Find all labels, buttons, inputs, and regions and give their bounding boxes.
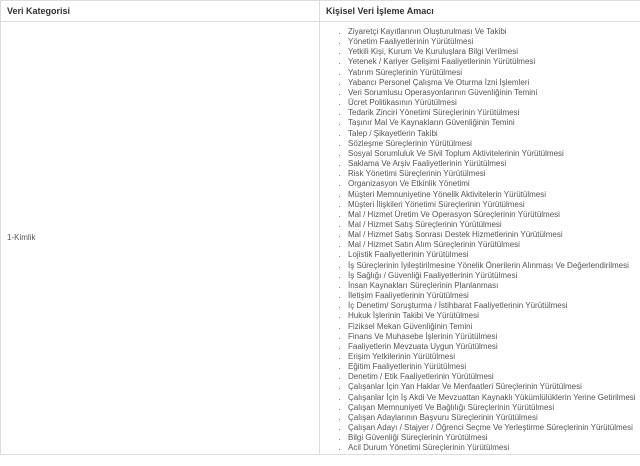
list-item: • Faaliyetlerin Mevzuata Uygun Yürütülmesi [348,342,636,352]
list-item: • İş Sağlığı / Güvenliği Faaliyetlerinin Yürütülmesi [348,271,636,281]
list-item: • Saklama Ve Arşiv Faaliyetlerinin Yürütülmesi [348,159,636,169]
list-item: • Çalışan Adayı / Stajyer / Öğrenci Seçme Ve Yerleştirme Süreçlerinin Yürütülmesi [348,423,636,433]
list-item: • Sözleşme Süreçlerinin Yürütülmesi [348,139,636,149]
list-item: • Sosyal Sorumluluk Ve Sivil Toplum Aktivitelerinin Yürütülmesi [348,149,636,159]
list-item: • Veri Sorumlusu Operasyonlarının Güvenliğinin Temini [348,88,636,98]
list-item: • Yatırım Süreçlerinin Yürütülmesi [348,68,636,78]
list-item: • Risk Yönetimi Süreçlerinin Yürütülmesi [348,169,636,179]
processing-purposes-cell [320,22,640,455]
list-item: • İş Süreçlerinin İyileştirilmesine Yönelik Önerilerin Alınması Ve Değerlendirilmesi [348,261,636,271]
column-header-data-category: Veri Kategorisi [1,1,320,22]
list-item: • Bilgi Güvenliği Süreçlerinin Yürütülmesi [348,433,636,443]
list-item: • Çalışanlar İçin İş Akdi Ve Mevzuattan Kaynaklı Yükümlülüklerin Yerine Getirilmesi [348,393,636,403]
list-item: • Mal / Hizmet Üretim Ve Operasyon Süreçlerinin Yürütülmesi [348,210,636,220]
list-item: • Müşteri Memnuniyetine Yönelik Aktivitelerin Yürütülmesi [348,190,636,200]
list-item: • Mal / Hizmet Satış Süreçlerinin Yürütülmesi [348,220,636,230]
list-item: • İç Denetim/ Soruşturma / İstihbarat Faaliyetlerinin Yürütülmesi [348,301,636,311]
list-item: • Lojistik Faaliyetlerinin Yürütülmesi [348,250,636,260]
list-item: • İnsan Kaynakları Süreçlerinin Planlanması [348,281,636,291]
list-item: • Mal / Hizmet Satış Sonrası Destek Hizmetlerinin Yürütülmesi [348,230,636,240]
list-item: • Acil Durum Yönetimi Süreçlerinin Yürütülmesi [348,443,636,453]
column-header-processing-purpose: Kişisel Veri İşleme Amacı [320,1,640,22]
list-item: • Talep / Şikayetlerin Takibi [348,129,636,139]
list-item: • Tedarik Zinciri Yönetimi Süreçlerinin Yürütülmesi [348,108,636,118]
list-item: • İletişim Faaliyetlerinin Yürütülmesi [348,291,636,301]
list-item: • Taşınır Mal Ve Kaynakların Güvenliğinin Temini [348,118,636,128]
list-item: • Ziyaretçi Kayıtlarının Oluşturulması Ve Takibi [348,27,636,37]
table-header-row [1,1,640,22]
list-item: • Erişim Yetkilerinin Yürütülmesi [348,352,636,362]
list-item: • Yönetim Faaliyetlerinin Yürütülmesi [348,37,636,47]
list-item: • Mal / Hizmet Satın Alım Süreçlerinin Yürütülmesi [348,240,636,250]
list-item: • Denetim / Etik Faaliyetlerinin Yürütülmesi [348,372,636,382]
data-category-cell: 1-Kimlik [1,22,320,455]
list-item: • Eğitim Faaliyetlerinin Yürütülmesi [348,362,636,372]
list-item: • Ücret Politikasının Yürütülmesi [348,98,636,108]
purpose-list [320,27,636,454]
list-item: • Müşteri İlişkileri Yönetimi Süreçlerinin Yürütülmesi [348,200,636,210]
list-item: • Yabancı Personel Çalışma Ve Oturma İzni İşlemleri [348,78,636,88]
list-item: • Fiziksel Mekan Güvenliğinin Temini [348,322,636,332]
list-item: • Organizasyon Ve Etkinlik Yönetimi [348,179,636,189]
list-item: • Çalışan Adaylarının Başvuru Süreçlerinin Yürütülmesi [348,413,636,423]
list-item: • Çalışan Memnuniyeti Ve Bağlılığı Süreçlerinin Yürütülmesi [348,403,636,413]
table-body [1,22,640,455]
list-item: • Yetenek / Kariyer Gelişimi Faaliyetlerinin Yürütülmesi [348,57,636,67]
list-item: • Finans Ve Muhasebe İşlerinin Yürütülmesi [348,332,636,342]
table-row [1,22,640,455]
list-item: • Yetkili Kişi, Kurum Ve Kuruluşlara Bilgi Verilmesi [348,47,636,57]
list-item: • Çalışanlar İçin Yan Haklar Ve Menfaatleri Süreçlerinin Yürütülmesi [348,382,636,392]
list-item: • Hukuk İşlerinin Takibi Ve Yürütülmesi [348,311,636,321]
